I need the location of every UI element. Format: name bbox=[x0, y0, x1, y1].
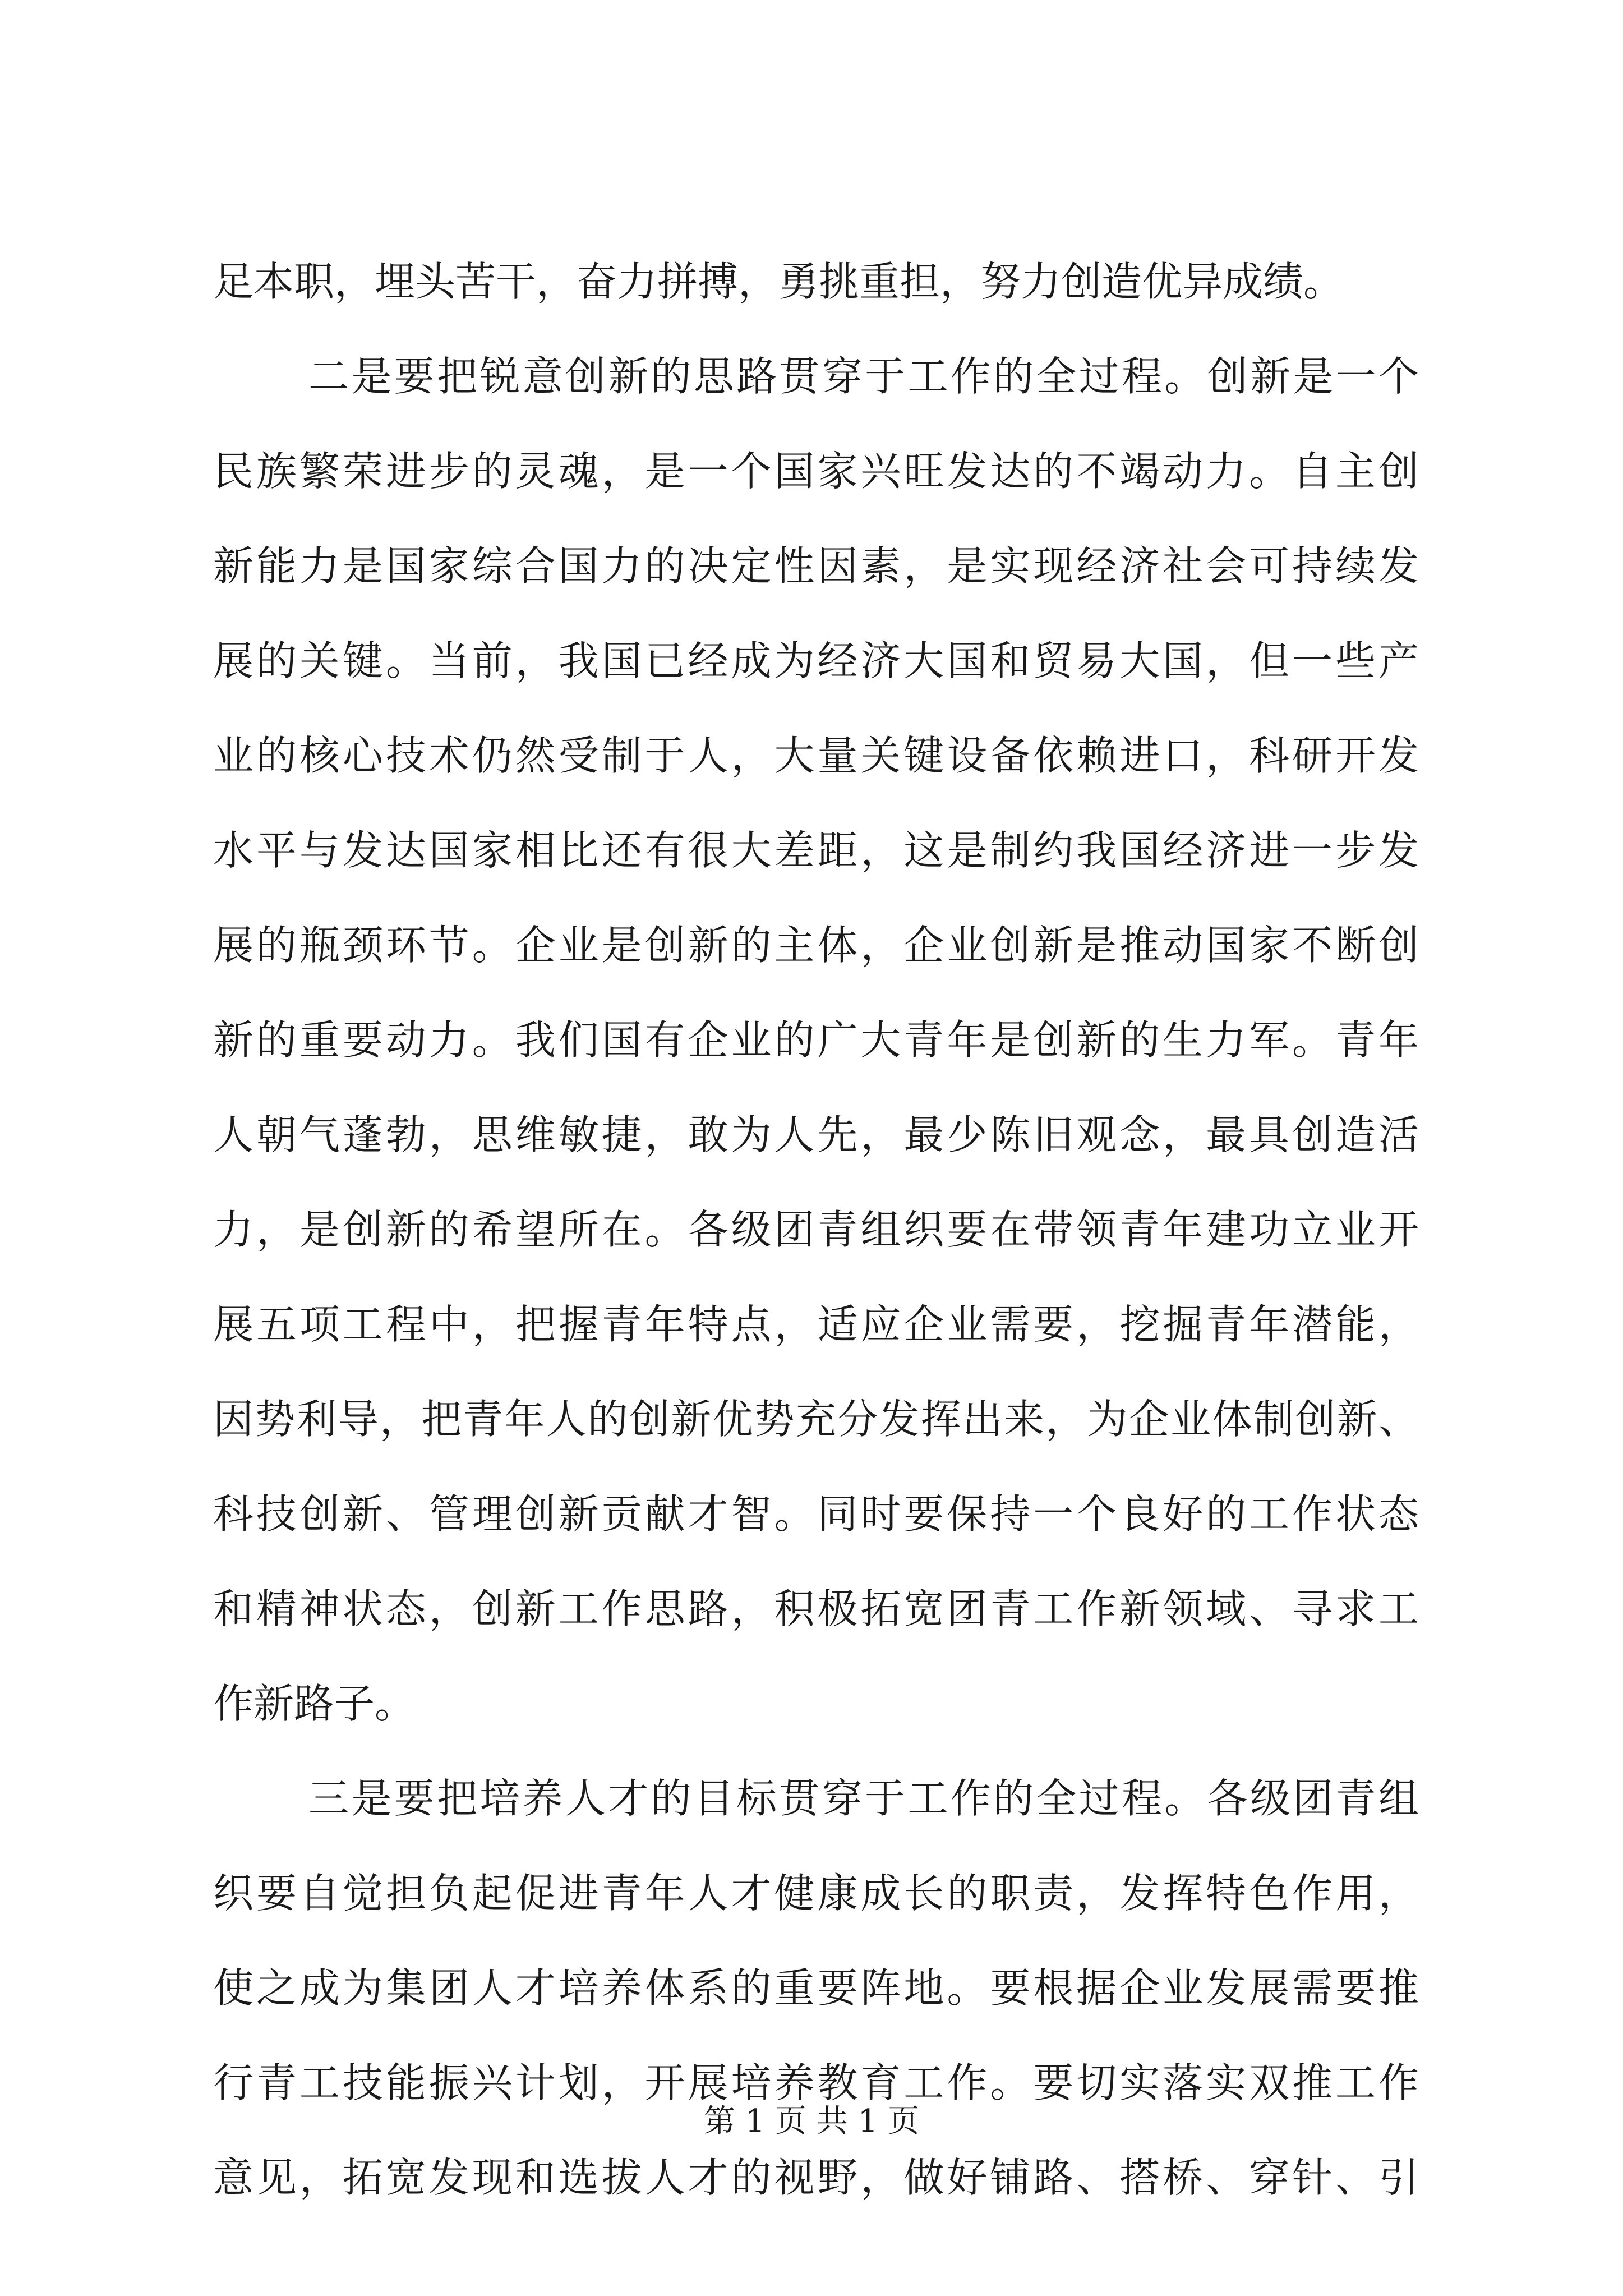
text-line: 新能力是国家综合国力的决定性因素，是实现经济社会可持续发 bbox=[213, 542, 1419, 590]
text-line: 行青工技能振兴计划，开展培养教育工作。要切实落实双推工作 bbox=[213, 2059, 1419, 2106]
text-line: 业的核心技术仍然受制于人，大量关键设备依赖进口，科研开发 bbox=[213, 732, 1419, 779]
text-line: 意见，拓宽发现和选拔人才的视野，做好铺路、搭桥、穿针、引 bbox=[213, 2154, 1419, 2201]
text-line: 新的重要动力。我们国有企业的广大青年是创新的生力军。青年 bbox=[213, 1016, 1419, 1064]
text-line: 民族繁荣进步的灵魂，是一个国家兴旺发达的不竭动力。自主创 bbox=[213, 448, 1419, 495]
text-line: 和精神状态，创新工作思路，积极拓宽团青工作新领域、寻求工 bbox=[213, 1585, 1419, 1632]
paragraph-start-line: 二是要把锐意创新的思路贯穿于工作的全过程。创新是一个 bbox=[308, 353, 1419, 400]
text-line: 足本职，埋头苦干，奋力拼搏，勇挑重担，努力创造优异成绩。 bbox=[213, 258, 1344, 305]
document-body bbox=[213, 234, 1419, 2225]
text-line: 水平与发达国家相比还有很大差距，这是制约我国经济进一步发 bbox=[213, 827, 1419, 874]
text-line: 力，是创新的希望所在。各级团青组织要在带领青年建功立业开 bbox=[213, 1206, 1419, 1253]
page-number-footer: 第 1 页 共 1 页 bbox=[703, 2103, 920, 2139]
text-line: 人朝气蓬勃，思维敏捷，敢为人先，最少陈旧观念，最具创造活 bbox=[213, 1111, 1419, 1158]
text-line: 科技创新、管理创新贡献才智。同时要保持一个良好的工作状态 bbox=[213, 1490, 1419, 1538]
text-line: 织要自觉担负起促进青年人才健康成长的职责，发挥特色作用， bbox=[213, 1870, 1419, 1917]
text-line: 展的瓶颈环节。企业是创新的主体，企业创新是推动国家不断创 bbox=[213, 922, 1419, 969]
paragraph-end-line: 作新路子。 bbox=[213, 1680, 416, 1727]
text-line: 因势利导，把青年人的创新优势充分发挥出来，为企业体制创新、 bbox=[213, 1396, 1419, 1443]
text-line: 展五项工程中，把握青年特点，适应企业需要，挖掘青年潜能， bbox=[213, 1301, 1419, 1348]
text-line: 展的关键。当前，我国已经成为经济大国和贸易大国，但一些产 bbox=[213, 637, 1419, 684]
paragraph-start-line: 三是要把培养人才的目标贯穿于工作的全过程。各级团青组 bbox=[308, 1775, 1419, 1822]
text-line: 使之成为集团人才培养体系的重要阵地。要根据企业发展需要推 bbox=[213, 1964, 1419, 2012]
